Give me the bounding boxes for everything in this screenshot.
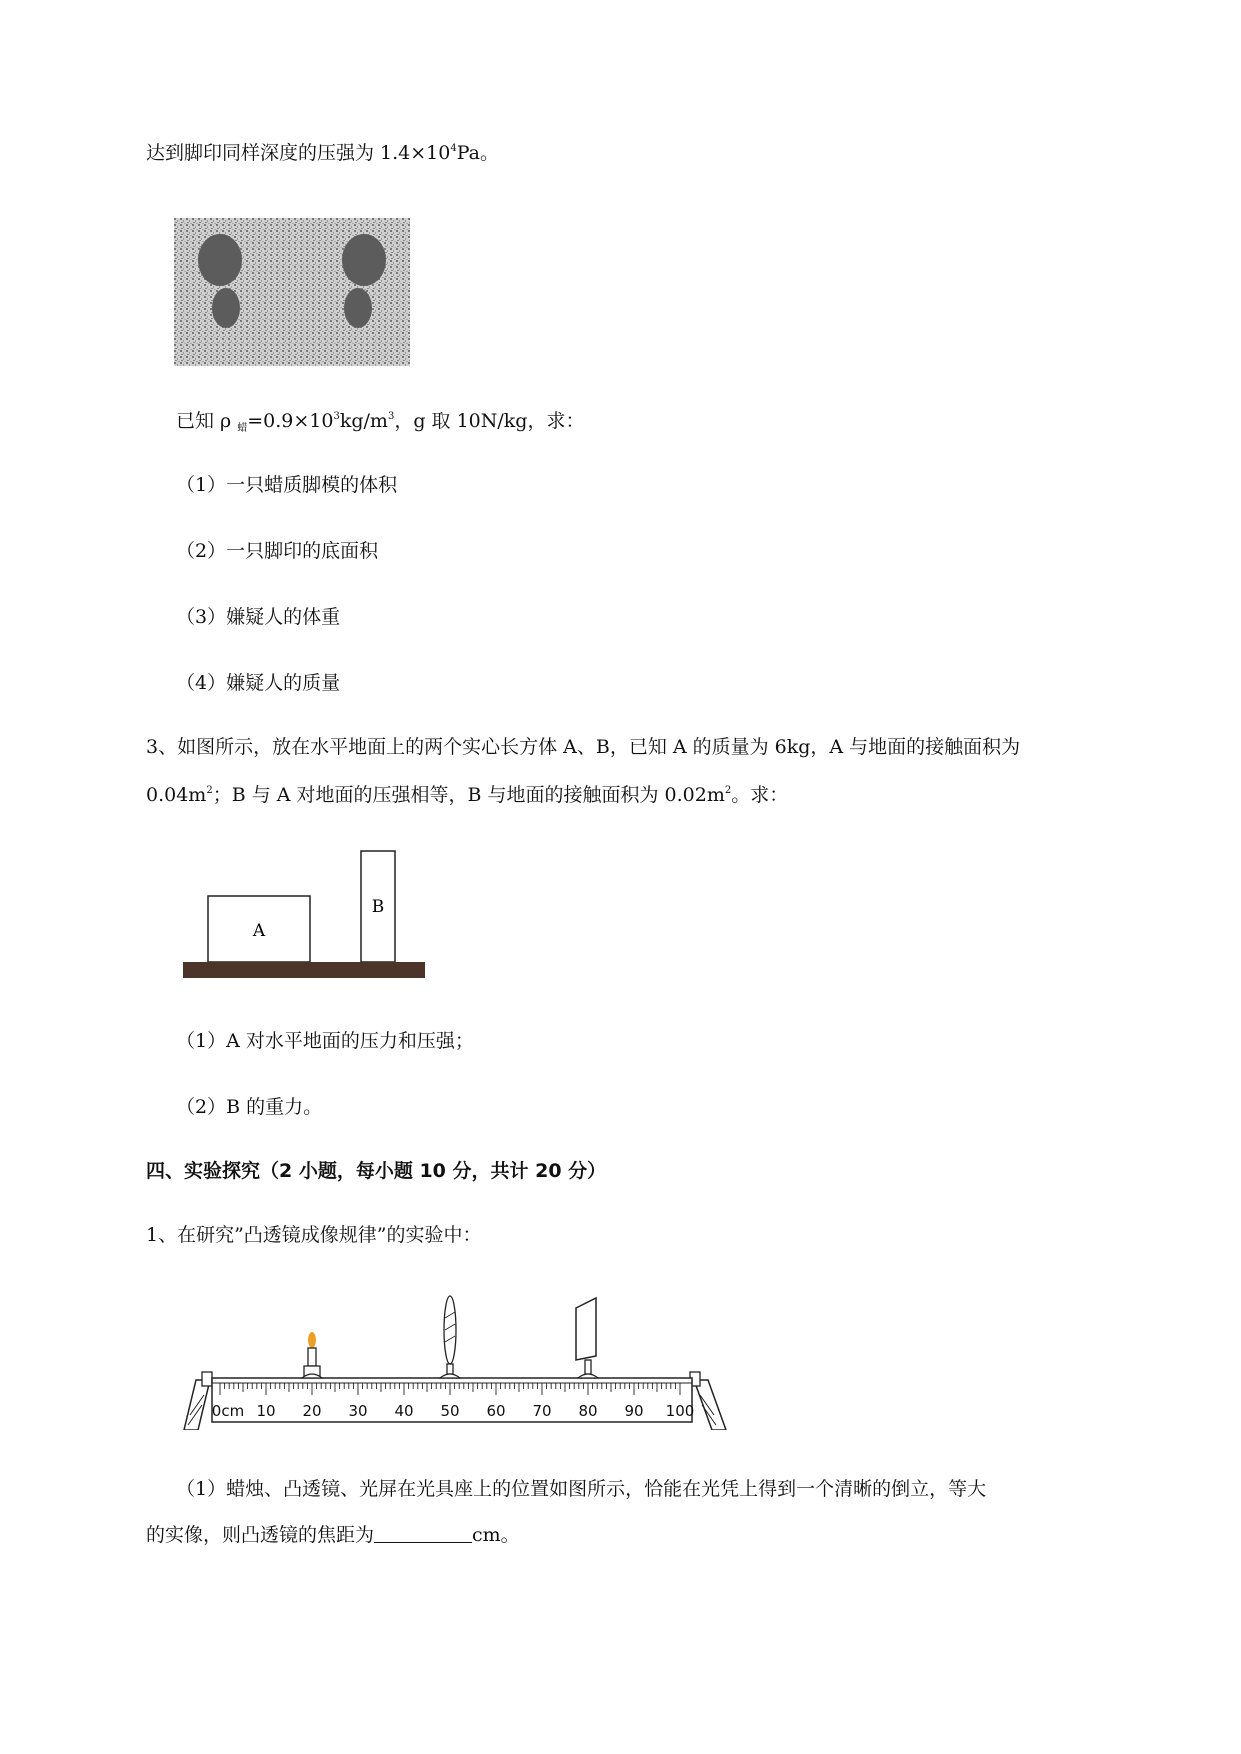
right-stand	[690, 1372, 726, 1430]
block-b-label: B	[371, 897, 385, 917]
ruler-label: 0cm	[211, 1402, 245, 1420]
text: cm。	[472, 1524, 520, 1546]
text: kg/m	[339, 410, 388, 432]
question-2: （2）一只脚印的底面积	[176, 540, 379, 562]
block-a-label: A	[252, 921, 266, 941]
ruler-label: 80	[578, 1402, 598, 1420]
ruler-label: 50	[440, 1402, 460, 1420]
left-stand	[184, 1372, 212, 1430]
text: 已知 ρ	[176, 410, 238, 432]
text: ，g 取 10N/kg，求：	[394, 410, 585, 432]
problem-3-question-1: （1）A 对水平地面的压力和压强；	[176, 1030, 474, 1052]
ruler-label: 100	[665, 1402, 695, 1420]
section-heading: 四、实验探究（2 小题，每小题 10 分，共计 20 分）	[146, 1160, 607, 1182]
question-3: （3）嫌疑人的体重	[176, 606, 341, 628]
superscript: 4	[450, 143, 457, 154]
superscript: 3	[387, 411, 395, 422]
ruler-label: 20	[302, 1402, 322, 1420]
experiment-1-question-1-line-1: （1）蜡烛、凸透镜、光屏在光具座上的位置如图所示，恰能在光凭上得到一个清晰的倒立，等大	[176, 1478, 987, 1500]
problem-3-line-1: 3、如图所示，放在水平地面上的两个实心长方体 A、B，已知 A 的质量为 6kg，A 与地面的接触面积为	[146, 736, 1021, 758]
problem-3-question-2: （2）B 的重力。	[176, 1096, 323, 1118]
text: ；B 与 A 对地面的压强相等，B 与地面的接触面积为 0.02m	[212, 784, 725, 806]
problem-3-line-2	[146, 780, 788, 810]
ruler-label: 30	[348, 1402, 368, 1420]
superscript: 2	[206, 785, 213, 796]
subscript: 蜡	[237, 423, 248, 434]
experiment-1-question-1-line-2	[146, 1520, 520, 1550]
text: 达到脚印同样深度的压强为 1.4×10	[146, 142, 451, 164]
question-4: （4）嫌疑人的质量	[176, 672, 341, 694]
ground	[183, 962, 425, 978]
optical-bench-diagram	[180, 1290, 730, 1430]
question-1: （1）一只蜡质脚模的体积	[176, 474, 398, 496]
superscript: 2	[724, 785, 732, 796]
ruler-label: 70	[532, 1402, 552, 1420]
ruler-label: 90	[624, 1402, 644, 1420]
text-line-pressure	[146, 138, 499, 168]
footprint-image	[174, 218, 410, 366]
candle	[302, 1332, 322, 1378]
ruler-label: 60	[486, 1402, 506, 1420]
superscript: 3	[333, 411, 340, 422]
answer-blank[interactable]	[374, 1524, 472, 1543]
ruler-label: 40	[394, 1402, 414, 1420]
text: Pa。	[456, 142, 499, 164]
text: =0.9×10	[247, 410, 334, 432]
text: 0.04m	[146, 784, 207, 806]
blocks-diagram	[180, 848, 430, 983]
convex-lens	[440, 1296, 460, 1378]
text: 的实像，则凸透镜的焦距为	[146, 1524, 375, 1546]
text: 。求：	[731, 784, 789, 806]
experiment-1-intro: 1、在研究”凸透镜成像规律”的实验中：	[146, 1224, 482, 1246]
light-screen	[576, 1298, 598, 1378]
ruler-label: 10	[256, 1402, 276, 1420]
given-data-line	[176, 406, 584, 436]
